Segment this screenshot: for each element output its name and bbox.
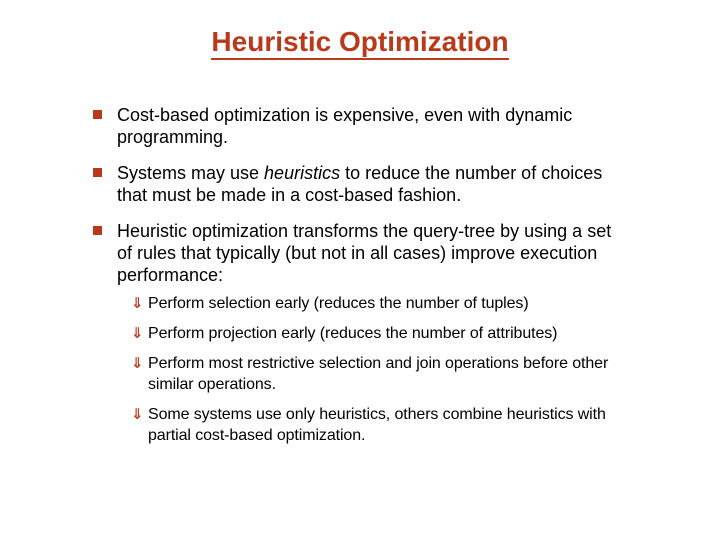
slide-title [0, 24, 720, 60]
square-bullet-icon [93, 226, 102, 235]
slide-title-text: Heuristic Optimization [211, 26, 508, 60]
bullet-text-before: Systems may use [117, 163, 265, 183]
bullet-item [92, 104, 612, 148]
sub-bullet-item [117, 293, 612, 314]
down-arrow-bullet-icon: ⇓ [131, 406, 144, 423]
bullet-text-after: to reduce the number of choices that must be made in a cost-based fashion. [117, 163, 603, 205]
bullet-item [92, 220, 612, 446]
sub-bullet-item [117, 323, 612, 344]
bullet-text: Heuristic optimization transforms the query-tree by using a set of rules that typically (but not in all cases) improve execution performance: [117, 221, 612, 285]
sub-bullet-text: Perform most restrictive selection and join operations before other similar operations. [148, 355, 609, 393]
sub-bullet-text: Perform projection early (reduces the number of attributes) [148, 325, 558, 342]
square-bullet-icon [93, 110, 102, 119]
down-arrow-bullet-icon: ⇓ [131, 325, 144, 342]
sub-bullet-text: Some systems use only heuristics, others combine heuristics with partial cost-based optimization. [148, 406, 606, 444]
sub-bullet-item [117, 404, 612, 446]
bullet-emphasis: heuristics [264, 163, 341, 183]
bullet-item [92, 162, 612, 206]
square-bullet-icon [93, 168, 102, 177]
down-arrow-bullet-icon: ⇓ [131, 355, 144, 372]
down-arrow-bullet-icon: ⇓ [131, 295, 144, 312]
sub-bullet-text: Perform selection early (reduces the number of tuples) [148, 295, 529, 312]
bullet-text [117, 163, 602, 205]
sub-bullet-item [117, 353, 612, 395]
bullet-text: Cost-based optimization is expensive, even with dynamic programming. [117, 105, 573, 147]
sub-bullet-list [117, 293, 612, 446]
bullet-list [92, 104, 612, 460]
